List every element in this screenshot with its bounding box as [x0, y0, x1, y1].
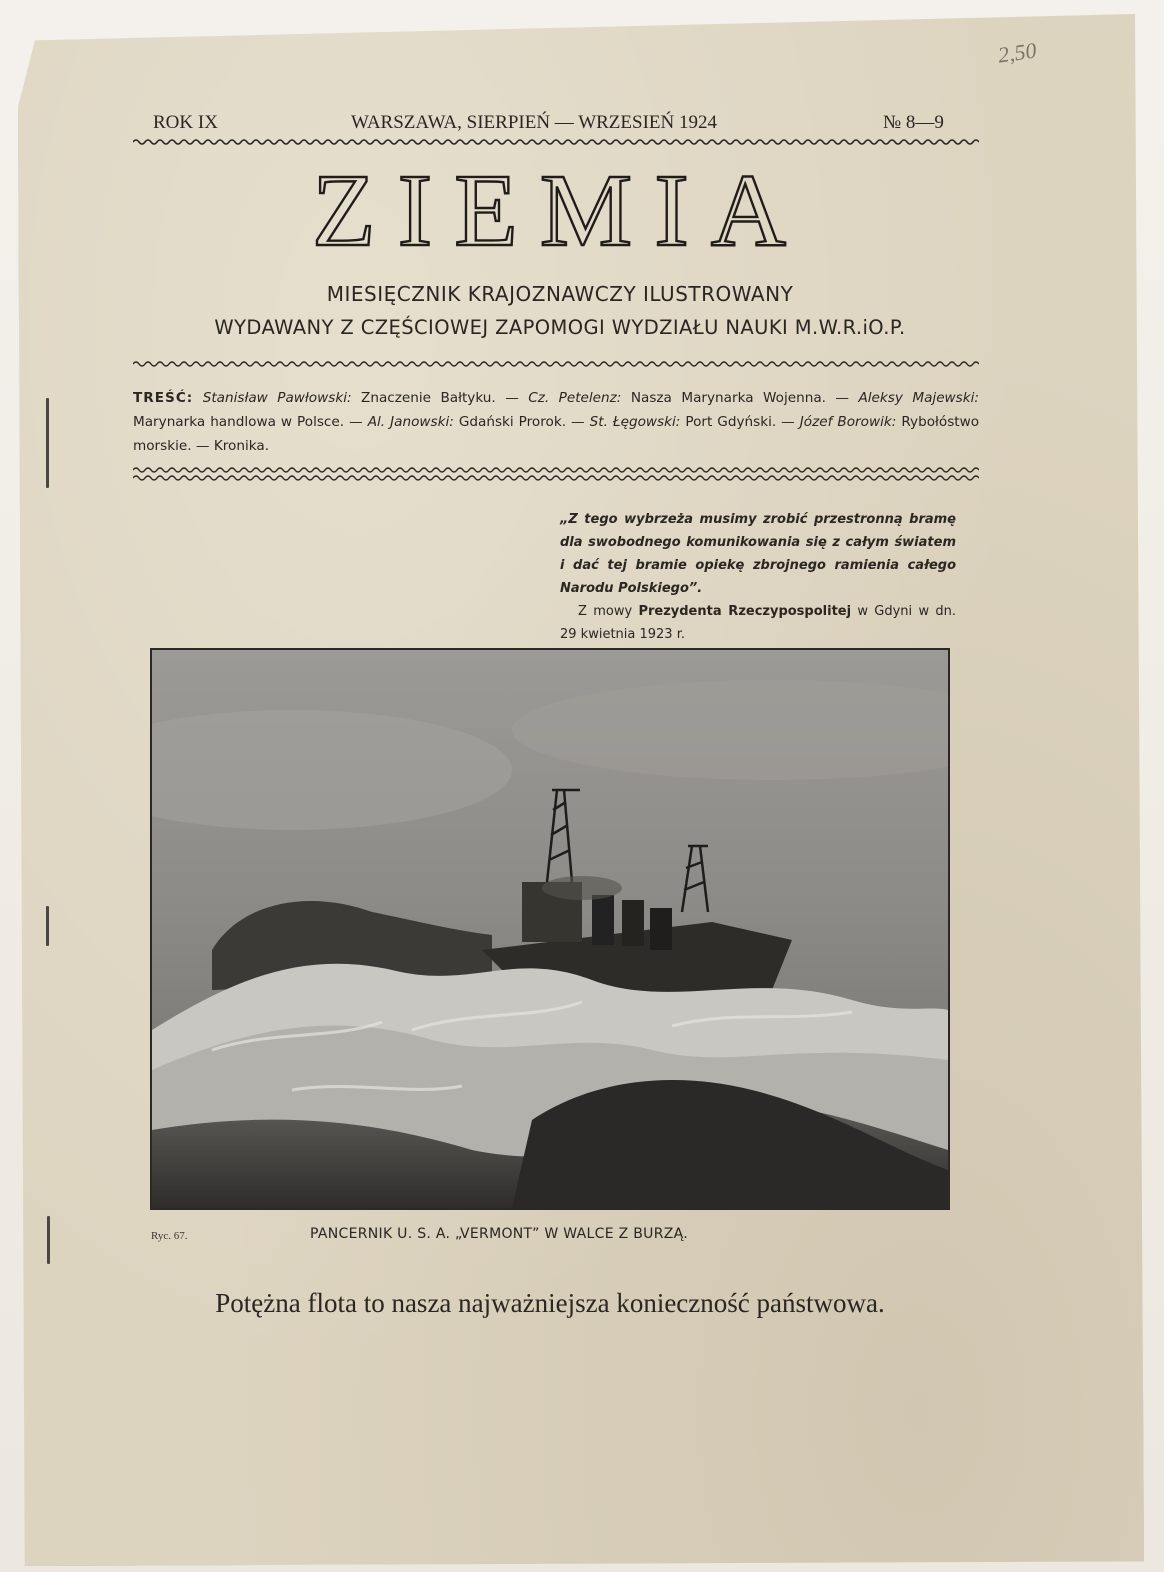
- quote-source: Z mowy Prezydenta Rzeczypospolitej w Gdyni w dn. 29 kwietnia 1923 r.: [560, 604, 957, 642]
- subtitle-line-1: MIESIĘCZNIK KRAJOZNAWCZY ILUSTROWANY: [326, 282, 794, 306]
- pencil-price-note: 2,50: [996, 37, 1038, 68]
- figure-number: Ryc. 67.: [151, 1230, 188, 1242]
- wavy-rule-middle: [133, 360, 979, 368]
- wavy-rule-double-b: [133, 474, 979, 482]
- contents-entry: Józef Borowik: Rybołóstwo morskie. —: [133, 414, 980, 454]
- quote-text: „Z tego wybrzeża musimy zrobić przestronną bramę dla swobodnego komunikowania się z całym światem i dać tej bramie opiekę zbrojnego ramienia całego Narodu Polskiego”.: [560, 512, 956, 596]
- contents-entry: Al. Janowski: Gdański Prorok. —: [367, 414, 585, 430]
- cover-slogan: Potężna flota to nasza najważniejsza konieczność państwowa.: [215, 1288, 885, 1318]
- presidential-quote: [560, 508, 956, 646]
- wavy-rule-top: [133, 138, 979, 146]
- contents-entry: St. Łęgowski: Port Gdyński. —: [589, 414, 795, 430]
- battleship-in-storm-image: [152, 650, 948, 1208]
- staple-lower: [47, 1216, 50, 1264]
- staple-bottom: [46, 906, 49, 946]
- contents-entry: Cz. Petelenz: Nasza Marynarka Wojenna. —: [528, 390, 850, 406]
- staple-top: [46, 398, 49, 488]
- volume-label: ROK IX: [153, 112, 218, 133]
- contents-label: TREŚĆ:: [133, 390, 194, 406]
- masthead-title: [240, 160, 880, 260]
- table-of-contents: [133, 386, 979, 458]
- figure-caption: PANCERNIK U. S. A. „VERMONT” W WALCE Z BURZĄ.: [310, 1226, 689, 1242]
- masthead-title-text: ZIEMIA: [312, 160, 808, 260]
- contents-entry: Stanisław Pawłowski: Znaczenie Bałtyku. —: [202, 390, 519, 406]
- place-date-label: WARSZAWA, SIERPIEŃ — WRZESIEŃ 1924: [351, 112, 717, 133]
- issue-header: [135, 112, 975, 138]
- contents-entry: Kronika.: [213, 438, 270, 454]
- battleship-photograph: [150, 648, 950, 1210]
- contents-entry: Aleksy Majewski: Marynarka handlowa w Polsce. —: [133, 390, 979, 430]
- wavy-rule-double-a: [133, 466, 979, 474]
- issue-number-label: № 8—9: [883, 112, 944, 133]
- subtitle-line-2: WYDAWANY Z CZĘŚCIOWEJ ZAPOMOGI WYDZIAŁU NAUKI M.W.R.iO.P.: [214, 316, 906, 339]
